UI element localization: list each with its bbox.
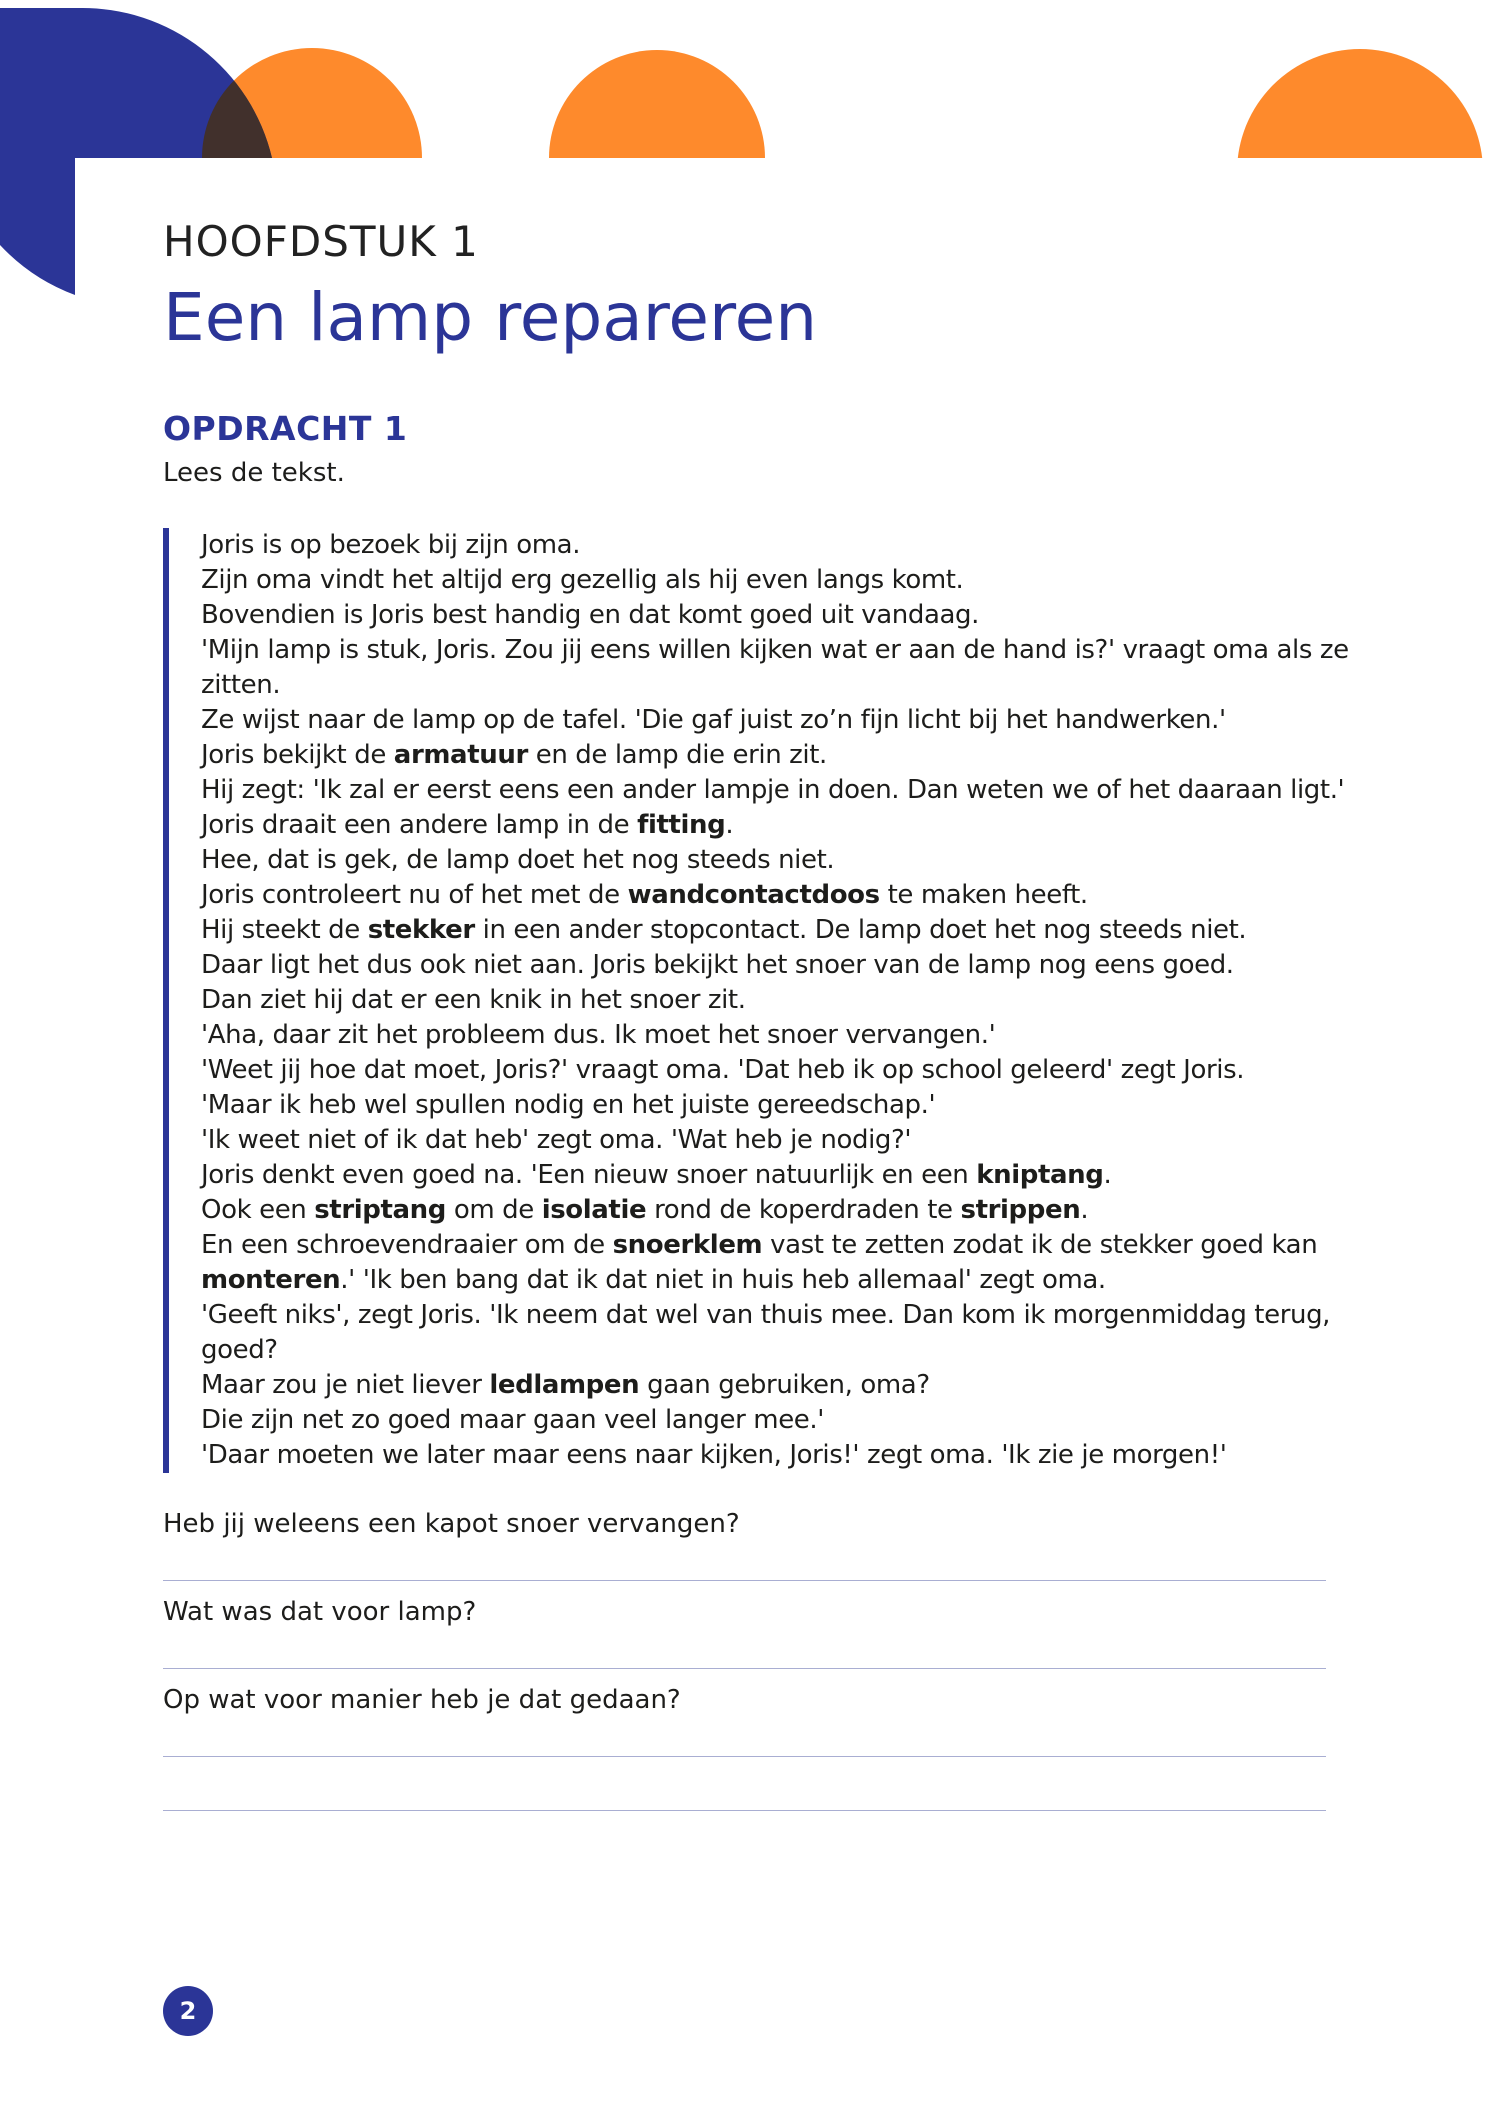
story-keyword: fitting bbox=[637, 810, 726, 840]
story-line bbox=[201, 738, 1361, 773]
story-text: Zijn oma vindt het altijd erg gezellig als hij even langs komt. bbox=[201, 565, 964, 595]
story-text: Bovendien is Joris best handig en dat komt goed uit vandaag. bbox=[201, 600, 980, 630]
story-text: vast te zetten zodat ik de stekker goed kan bbox=[762, 1230, 1318, 1260]
chapter-label: HOOFDSTUK 1 bbox=[163, 217, 479, 266]
story-text: En een schroevendraaier om de bbox=[201, 1230, 613, 1260]
story-text: Daar ligt het dus ook niet aan. Joris bekijkt het snoer van de lamp nog eens goed. bbox=[201, 950, 1234, 980]
story-line bbox=[201, 1123, 1361, 1158]
story-text: en de lamp die erin zit. bbox=[527, 740, 827, 770]
story-line bbox=[201, 1018, 1361, 1053]
story-text-block bbox=[163, 528, 1361, 1473]
story-text: 'Mijn lamp is stuk, Joris. Zou jij eens willen kijken wat er aan de hand is?' vraagt oma als ze zitten. bbox=[201, 635, 1349, 700]
assignment-heading: OPDRACHT 1 bbox=[163, 409, 408, 448]
story-line bbox=[201, 1228, 1361, 1298]
story-line bbox=[201, 808, 1361, 843]
question-2: Wat was dat voor lamp? bbox=[163, 1597, 477, 1627]
story-text: in een ander stopcontact. De lamp doet het nog steeds niet. bbox=[474, 915, 1247, 945]
story-text: Joris draait een andere lamp in de bbox=[201, 810, 638, 840]
story-line bbox=[201, 983, 1361, 1018]
story-text: Joris is op bezoek bij zijn oma. bbox=[201, 530, 581, 560]
question-3: Op wat voor manier heb je dat gedaan? bbox=[163, 1685, 681, 1715]
story-text: Joris controleert nu of het met de bbox=[201, 880, 628, 910]
story-line bbox=[201, 1158, 1361, 1193]
answer-line-4[interactable] bbox=[163, 1810, 1326, 1811]
story-line bbox=[201, 948, 1361, 983]
story-text: Dan ziet hij dat er een knik in het snoer zit. bbox=[201, 985, 746, 1015]
story-keyword: stekker bbox=[367, 915, 475, 945]
story-line bbox=[201, 1368, 1361, 1403]
story-keyword: isolatie bbox=[541, 1195, 647, 1225]
story-keyword: strippen bbox=[960, 1195, 1081, 1225]
story-keyword: armatuur bbox=[393, 740, 528, 770]
orange-semicircle-right bbox=[1237, 49, 1483, 170]
story-line bbox=[201, 563, 1361, 598]
story-line bbox=[201, 913, 1361, 948]
story-text: gaan gebruiken, oma? bbox=[639, 1370, 930, 1400]
story-text: 'Weet jij hoe dat moet, Joris?' vraagt oma. 'Dat heb ik op school geleerd' zegt Joris. bbox=[201, 1055, 1245, 1085]
story-text: 'Maar ik heb wel spullen nodig en het juiste gereedschap.' bbox=[201, 1090, 936, 1120]
story-text: Die zijn net zo goed maar gaan veel langer mee.' bbox=[201, 1405, 825, 1435]
story-line bbox=[201, 1193, 1361, 1228]
chapter-title: Een lamp repareren bbox=[163, 279, 818, 356]
story-keyword: ledlampen bbox=[489, 1370, 640, 1400]
story-text: om de bbox=[445, 1195, 542, 1225]
story-text: Hij steekt de bbox=[201, 915, 368, 945]
story-line bbox=[201, 1298, 1361, 1368]
answer-line-1[interactable] bbox=[163, 1580, 1326, 1581]
story-line bbox=[201, 1438, 1361, 1473]
story-line bbox=[201, 878, 1361, 913]
story-text: Ze wijst naar de lamp op de tafel. 'Die gaf juist zo’n fijn licht bij het handwerken.' bbox=[201, 705, 1226, 735]
story-text: . bbox=[1080, 1195, 1089, 1225]
story-line bbox=[201, 598, 1361, 633]
story-line bbox=[201, 703, 1361, 738]
story-line bbox=[201, 1053, 1361, 1088]
story-keyword: monteren bbox=[201, 1265, 341, 1295]
story-text: 'Daar moeten we later maar eens naar kijken, Joris!' zegt oma. 'Ik zie je morgen!' bbox=[201, 1440, 1227, 1470]
story-keyword: kniptang bbox=[976, 1160, 1104, 1190]
answer-line-3[interactable] bbox=[163, 1756, 1326, 1757]
story-text: Joris denkt even goed na. 'Een nieuw snoer natuurlijk en een bbox=[201, 1160, 977, 1190]
story-text: Ook een bbox=[201, 1195, 315, 1225]
story-text: 'Geeft niks', zegt Joris. 'Ik neem dat wel van thuis mee. Dan kom ik morgenmiddag terug, goed? bbox=[201, 1300, 1331, 1365]
story-text: Maar zou je niet liever bbox=[201, 1370, 490, 1400]
story-line bbox=[201, 1088, 1361, 1123]
assignment-instruction: Lees de tekst. bbox=[163, 458, 345, 488]
answer-line-2[interactable] bbox=[163, 1668, 1326, 1669]
story-line bbox=[201, 773, 1361, 808]
page-number-badge: 2 bbox=[163, 1986, 213, 2036]
story-keyword: snoerklem bbox=[612, 1230, 763, 1260]
story-text: 'Aha, daar zit het probleem dus. Ik moet het snoer vervangen.' bbox=[201, 1020, 996, 1050]
story-text: .' 'Ik ben bang dat ik dat niet in huis heb allemaal' zegt oma. bbox=[340, 1265, 1106, 1295]
story-line bbox=[201, 528, 1361, 563]
orange-semicircle-middle bbox=[549, 50, 765, 170]
story-line bbox=[201, 1403, 1361, 1438]
story-keyword: wandcontactdoos bbox=[627, 880, 880, 910]
story-text: Joris bekijkt de bbox=[201, 740, 394, 770]
story-text: rond de koperdraden te bbox=[646, 1195, 961, 1225]
story-line bbox=[201, 633, 1361, 703]
story-text: . bbox=[1103, 1160, 1112, 1190]
story-text: 'Ik weet niet of ik dat heb' zegt oma. 'Wat heb je nodig?' bbox=[201, 1125, 912, 1155]
story-text: Hij zegt: 'Ik zal er eerst eens een ander lampje in doen. Dan weten we of het daaraan ligt.' bbox=[201, 775, 1345, 805]
question-1: Heb jij weleens een kapot snoer vervangen? bbox=[163, 1509, 740, 1539]
story-text: Hee, dat is gek, de lamp doet het nog steeds niet. bbox=[201, 845, 835, 875]
story-text: te maken heeft. bbox=[879, 880, 1088, 910]
chapter-header bbox=[163, 213, 817, 361]
story-keyword: striptang bbox=[314, 1195, 446, 1225]
story-text: . bbox=[725, 810, 734, 840]
story-line bbox=[201, 843, 1361, 878]
